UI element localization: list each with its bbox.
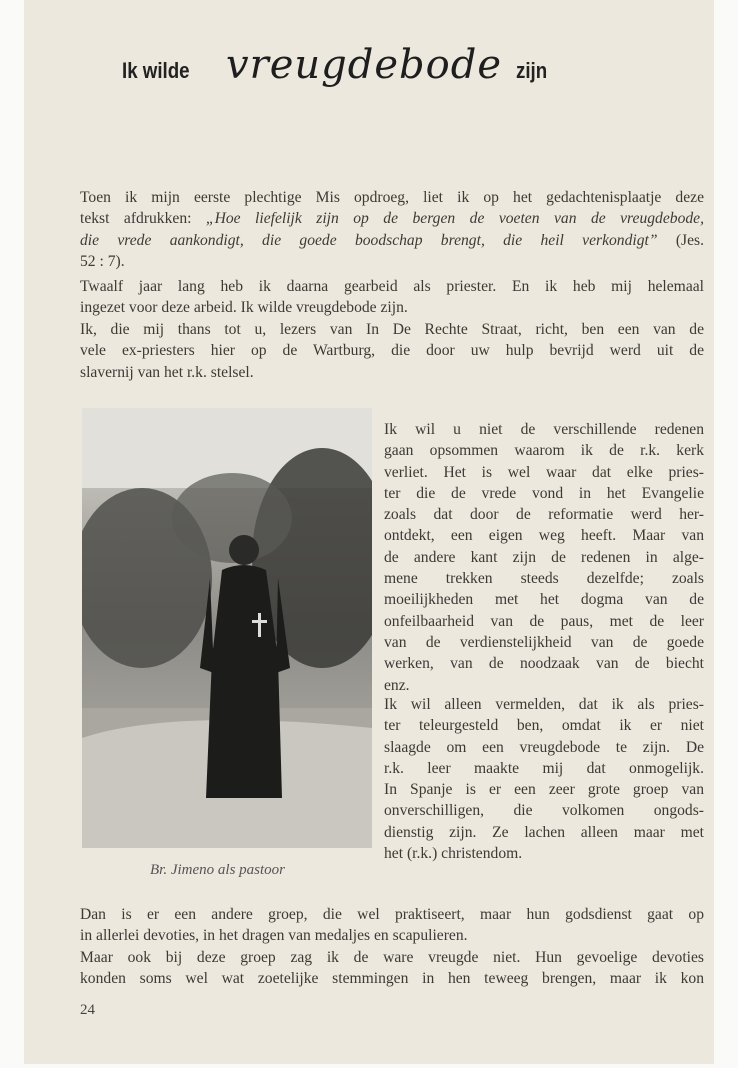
article-title <box>0 40 738 100</box>
text-line: Ik wil u niet de verschillende redenen <box>384 421 704 438</box>
text-line: mene trekken steeds dezelfde; zoals <box>384 570 704 588</box>
text-line: Ik, die mij thans tot u, lezers van In De Rechte Straat, richt, ben een van de <box>80 321 704 338</box>
text-line: slaagde om een vreugdebode te zijn. De <box>384 738 704 756</box>
column-paragraph-1 <box>384 419 704 696</box>
page-number: 24 <box>80 1002 95 1018</box>
text-line: ter die de vrede vond in het Evangelie <box>384 484 704 502</box>
text-line: vele ex-priesters hier op de Wartburg, die door uw hulp bevrijd werd uit de <box>80 342 704 360</box>
title-part-1: Ik wilde <box>122 58 190 83</box>
text-line: ingezet voor deze arbeid. Ik wilde vreugdebode zijn. <box>80 299 408 317</box>
text-line: r.k. leer maakte mij dat onmogelijk. <box>384 759 704 777</box>
text-line: tekst afdrukken: „Hoe liefelijk zijn op de bergen de voeten van de vreugdebode, <box>80 210 704 228</box>
paragraph-2 <box>80 276 704 319</box>
title-part-3: zijn <box>516 58 548 83</box>
text-line: het (r.k.) christendom. <box>384 845 523 863</box>
text-line: enz. <box>384 676 410 694</box>
paragraph-3 <box>80 319 704 383</box>
column-paragraph-2 <box>384 694 704 864</box>
text-line: Twaalf jaar lang heb ik daarna gearbeid als priester. En ik heb mij helemaal <box>80 278 704 295</box>
text-line: slavernij van het r.k. stelsel. <box>80 363 254 381</box>
quote-text: „Hoe liefelijk zijn op de bergen de voeten van de vreugdebode, <box>205 210 704 228</box>
text-line: zoals dat door de reformatie werd her- <box>384 506 704 524</box>
text-line: verliet. Het is wel waar dat elke pries- <box>384 463 704 481</box>
text-line: ter teleurgesteld ben, omdat ik er niet <box>384 717 704 735</box>
text-line: ontdekt, een eigen weg heeft. Maar van <box>384 527 704 545</box>
photo-caption: Br. Jimeno als pastoor <box>150 862 285 878</box>
portrait-photo <box>82 408 372 848</box>
text-line: onfeilbaarheid van de paus, met de leer <box>384 612 704 630</box>
text-line <box>80 230 704 251</box>
title-script-word: vreugdebode <box>226 42 502 88</box>
text-line: werken, van de noodzaak van de biecht <box>384 655 704 673</box>
text-line: Ik wil alleen vermelden, dat ik als pries- <box>384 696 704 713</box>
bible-reference: (Jes. <box>657 231 704 249</box>
text-line: In Spanje is er een zeer grote groep van <box>384 781 704 799</box>
intro-paragraph <box>80 187 704 272</box>
paragraph-4 <box>80 904 704 947</box>
text-line: konden soms wel wat zoetelijke stemmingen in hen teweeg brengen, maar ik kon <box>80 970 704 988</box>
text-line: van de verdienstelijkheid van de goede <box>384 633 704 651</box>
text-line: in allerlei devoties, in het dragen van medaljes en scapulieren. <box>80 927 468 945</box>
text-line: Maar ook bij deze groep zag ik de ware vreugde niet. Hun gevoelige devoties <box>80 949 704 966</box>
text-line: onverschilligen, die volkomen ongods- <box>384 802 704 820</box>
text-line: Toen ik mijn eerste plechtige Mis opdroeg, liet ik op het gedachtenisplaatje deze <box>80 189 704 206</box>
text-line: de andere kant zijn de redenen in alge- <box>384 548 704 566</box>
text-line: 52 : 7). <box>80 252 125 270</box>
text-line: gaan opsommen waarom ik de r.k. kerk <box>384 442 704 460</box>
text-line: Dan is er een andere groep, die wel praktiseert, maar hun godsdienst gaat op <box>80 906 704 923</box>
text-line: dienstig zijn. Ze lachen alleen maar met <box>384 823 704 841</box>
text-line: moeilijkheden met het dogma van de <box>384 591 704 609</box>
paragraph-5 <box>80 947 704 990</box>
quote-text: die vrede aankondigt, die goede boodschap brengt, die heil verkondigt” <box>80 231 658 249</box>
